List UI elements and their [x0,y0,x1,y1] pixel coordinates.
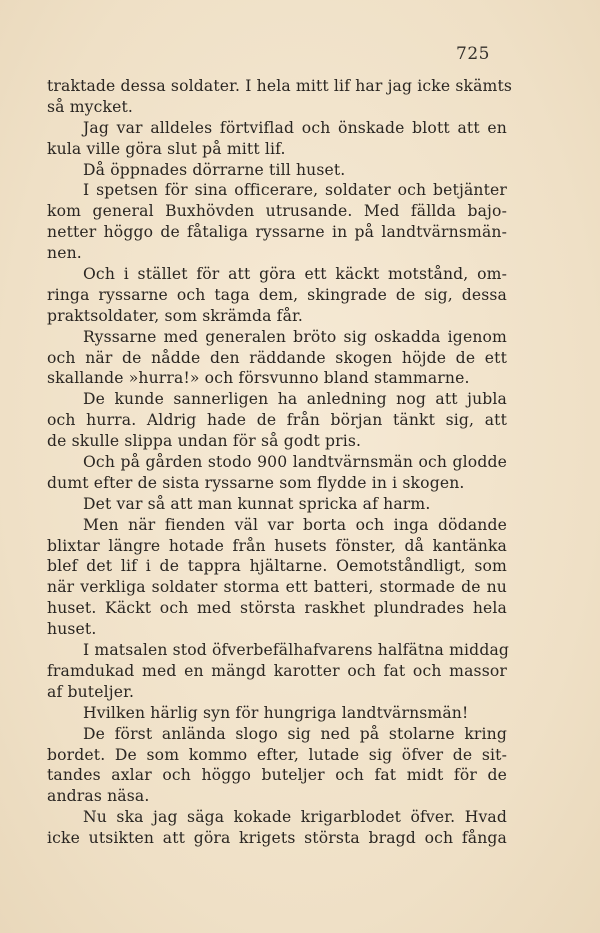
text-line: huset. Käckt och med största raskhet plundrades hela [47,599,507,618]
text-line: I spetsen för sina officerare, soldater och betjänter [83,181,507,200]
text-line: De kunde sannerligen ha anledning nog att jubla [83,390,507,409]
text-line: blixtar längre hotade från husets fönster, då kantänka [47,536,507,555]
text-line: Det var så att man kunnat spricka af harm. [83,494,431,513]
text-line: skallande »hurra!» och försvunno bland stammarne. [47,369,470,388]
text-line: dumt efter de sista ryssarne som flydde in i skogen. [47,473,465,492]
text-line: så mycket. [47,97,133,116]
text-line: icke utsikten att göra krigets största bragd och fånga [47,829,507,848]
text-line: netter höggo de fåtaliga ryssarne in på landtvärnsmän- [47,223,507,242]
text-line: kula ville göra slut på mitt lif. [47,139,286,158]
text-line: Hvilken härlig syn för hungriga landtvärnsmän! [83,703,469,722]
text-line: huset. [47,620,97,639]
text-line: Och i stället för att göra ett käckt motstånd, om- [83,265,507,284]
text-line: och när de nådde den räddande skogen höjde de ett [47,348,507,367]
text-line: Då öppnades dörrarne till huset. [83,160,346,179]
body-text [47,76,513,849]
text-line: Jag var alldeles förtviflad och önskade blott att en [83,118,507,137]
text-line: de skulle slippa undan för så godt pris. [47,432,362,451]
text-line: tandes axlar och höggo buteljer och fat midt för de [47,766,507,785]
text-line: nen. [47,244,82,263]
text-line: ringa ryssarne och taga dem, skingrade de sig, dessa [47,285,507,304]
text-line: bordet. De som kommo efter, lutade sig öfver de sit- [47,745,507,764]
text-line: när verkliga soldater storma ett batteri, stormade de nu [47,578,507,597]
text-line: kom general Buxhövden utrusande. Med fällda bajo- [47,202,507,221]
text-line: framdukad med en mängd karotter och fat och massor [47,661,507,680]
text-line: Ryssarne med generalen bröto sig oskadda igenom [83,327,507,346]
text-line: och hurra. Aldrig hade de från början tänkt sig, att [47,411,507,430]
text-line: Nu ska jag säga kokade krigarblodet öfver. Hvad [83,808,507,827]
text-line: traktade dessa soldater. I hela mitt lif har jag icke skämts [47,77,513,95]
text-line: Och på gården stodo 900 landtvärnsmän och glodde [83,453,507,472]
text-line: De först anlända slogo sig ned på stolarne kring [83,724,507,743]
text-line: praktsoldater, som skrämda får. [47,306,304,325]
text-line: Men när fienden väl var borta och inga dödande [83,515,507,534]
text-line: andras näsa. [47,787,150,806]
text-line: blef det lif i de tappra hjältarne. Oemotståndligt, som [47,557,507,576]
text-line: af buteljer. [47,682,135,701]
text-line: I matsalen stod öfverbefälhafvarens halfätna middag [83,641,510,660]
page-number: 725 [456,44,490,64]
